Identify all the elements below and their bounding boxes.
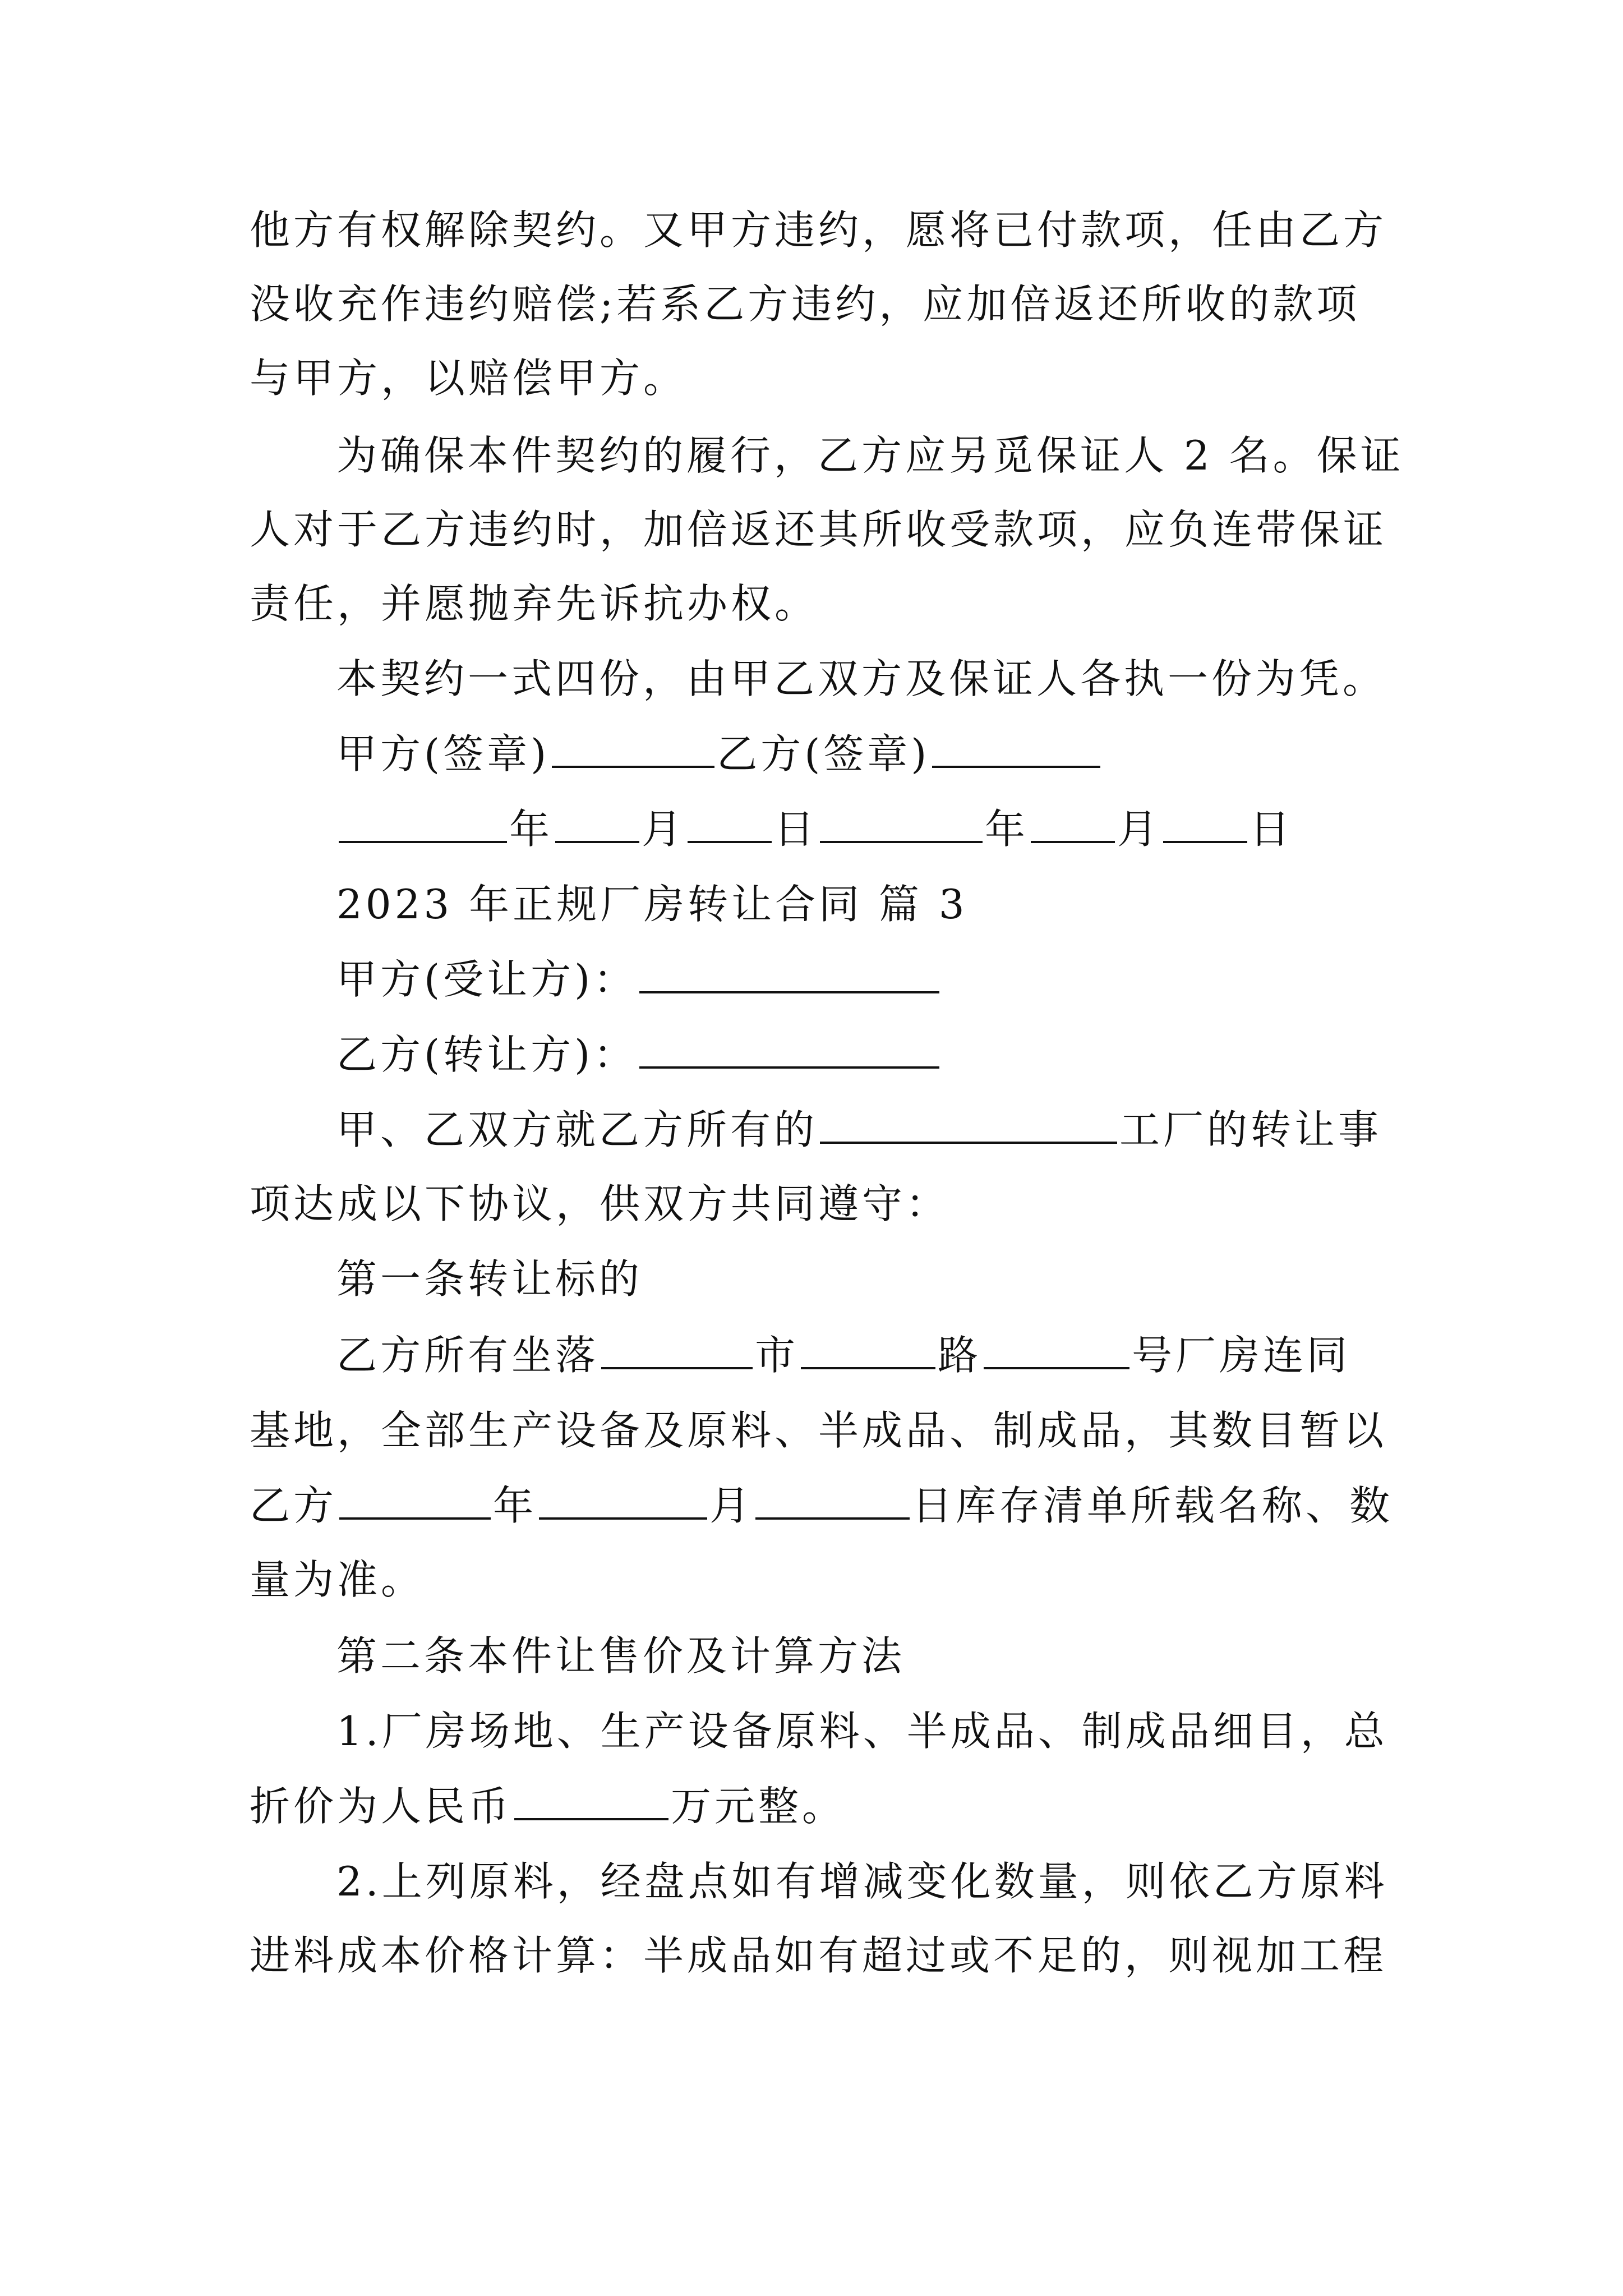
fill-in-blank — [555, 803, 639, 843]
text-segment: 没收充作违约赔偿;若系乙方违约，应加倍返还所收的款项 — [250, 280, 1361, 328]
text-line — [0, 795, 1623, 863]
text-segment: 第一条转让标的 — [336, 1255, 643, 1303]
fill-in-blank — [552, 728, 714, 768]
text-line — [0, 1922, 1623, 1989]
text-segment: 日 — [1249, 806, 1294, 853]
text-line — [0, 1245, 1623, 1313]
text-segment: 月 — [1117, 806, 1161, 853]
text-line — [0, 570, 1623, 637]
text-segment: 号厂房连同 — [1132, 1332, 1351, 1379]
fill-in-blank — [688, 803, 772, 843]
text-segment: 乙方所有坐落 — [336, 1332, 600, 1379]
text-segment: 责任，并愿抛弃先诉抗办权。 — [250, 580, 819, 627]
text-segment: 月 — [709, 1482, 754, 1529]
text-line — [0, 720, 1623, 788]
fill-in-blank — [639, 1028, 939, 1069]
text-line — [0, 1096, 1623, 1163]
text-line — [0, 196, 1623, 264]
text-segment: 人对于乙方违约时，加倍返还其所收受款项，应负连带保证 — [250, 506, 1387, 553]
fill-in-blank — [339, 1479, 491, 1520]
fill-in-blank — [539, 1479, 707, 1520]
text-segment: 月 — [642, 806, 686, 853]
fill-in-blank — [1031, 803, 1115, 843]
fill-in-blank — [984, 1329, 1129, 1369]
text-segment: 年 — [985, 806, 1029, 853]
fill-in-blank — [1163, 803, 1247, 843]
text-segment: 为确保本件契约的履行，乙方应另觅保证人 2 名。保证 — [336, 432, 1404, 479]
text-segment: 甲、乙双方就乙方所有的 — [336, 1106, 818, 1153]
fill-in-blank — [639, 953, 939, 993]
text-line — [0, 645, 1623, 712]
text-line — [0, 1848, 1623, 1915]
fill-in-blank — [601, 1329, 753, 1369]
text-line — [0, 1546, 1623, 1613]
text-segment: 本契约一式四份，由甲乙双方及保证人各执一份为凭。 — [336, 655, 1387, 702]
text-segment: 年 — [509, 806, 554, 853]
text-line — [0, 1622, 1623, 1690]
text-line — [0, 1322, 1623, 1389]
text-segment: 日 — [774, 806, 818, 853]
text-line — [0, 496, 1623, 563]
text-line — [0, 1697, 1623, 1765]
text-segment: 2023 年正规厂房转让合同 篇 3 — [336, 881, 968, 928]
text-line — [0, 1397, 1623, 1464]
text-segment: 2.上列原料，经盘点如有增减变化数量，则依乙方原料 — [336, 1858, 1388, 1905]
text-segment: 工厂的转让事 — [1119, 1106, 1382, 1153]
text-line — [0, 1170, 1623, 1237]
text-segment: 乙方(转让方)： — [336, 1031, 638, 1078]
text-segment: 基地，全部生产设备及原料、半成品、制成品，其数目暂以 — [250, 1407, 1387, 1454]
text-segment: 进料成本价格计算：半成品如有超过或不足的，则视加工程 — [250, 1932, 1387, 1979]
text-line — [0, 871, 1623, 938]
text-segment: 1.厂房场地、生产设备原料、半成品、制成品细目，总 — [336, 1708, 1388, 1755]
text-line — [0, 946, 1623, 1013]
fill-in-blank — [932, 728, 1100, 768]
text-segment: 与甲方，以赔偿甲方。 — [250, 355, 688, 402]
text-segment: 折价为人民币 — [250, 1783, 513, 1830]
text-line — [0, 1472, 1623, 1539]
text-line — [0, 1021, 1623, 1088]
text-segment: 路 — [938, 1332, 982, 1379]
fill-in-blank — [339, 803, 507, 843]
text-segment: 万元整。 — [671, 1783, 846, 1830]
text-segment: 乙方(签章) — [717, 730, 930, 777]
text-segment: 甲方(签章) — [336, 730, 550, 777]
text-line — [0, 270, 1623, 338]
text-segment: 日库存清单所载名称、数 — [912, 1482, 1394, 1529]
fill-in-blank — [514, 1780, 668, 1820]
text-line — [0, 422, 1623, 489]
fill-in-blank — [801, 1329, 935, 1369]
text-segment: 量为准。 — [250, 1556, 425, 1603]
text-line — [0, 1773, 1623, 1840]
fill-in-blank — [820, 803, 983, 843]
text-segment: 甲方(受让方)： — [336, 956, 638, 1003]
text-segment: 他方有权解除契约。又甲方违约，愿将已付款项，任由乙方 — [250, 206, 1387, 254]
fill-in-blank — [755, 1479, 910, 1520]
text-segment: 年 — [493, 1482, 537, 1529]
text-segment: 项达成以下协议，供双方共同遵守： — [250, 1180, 950, 1227]
fill-in-blank — [820, 1103, 1117, 1144]
text-segment: 第二条本件让售价及计算方法 — [336, 1632, 906, 1680]
text-segment: 市 — [755, 1332, 799, 1379]
text-segment: 乙方 — [250, 1482, 338, 1529]
text-line — [0, 344, 1623, 412]
